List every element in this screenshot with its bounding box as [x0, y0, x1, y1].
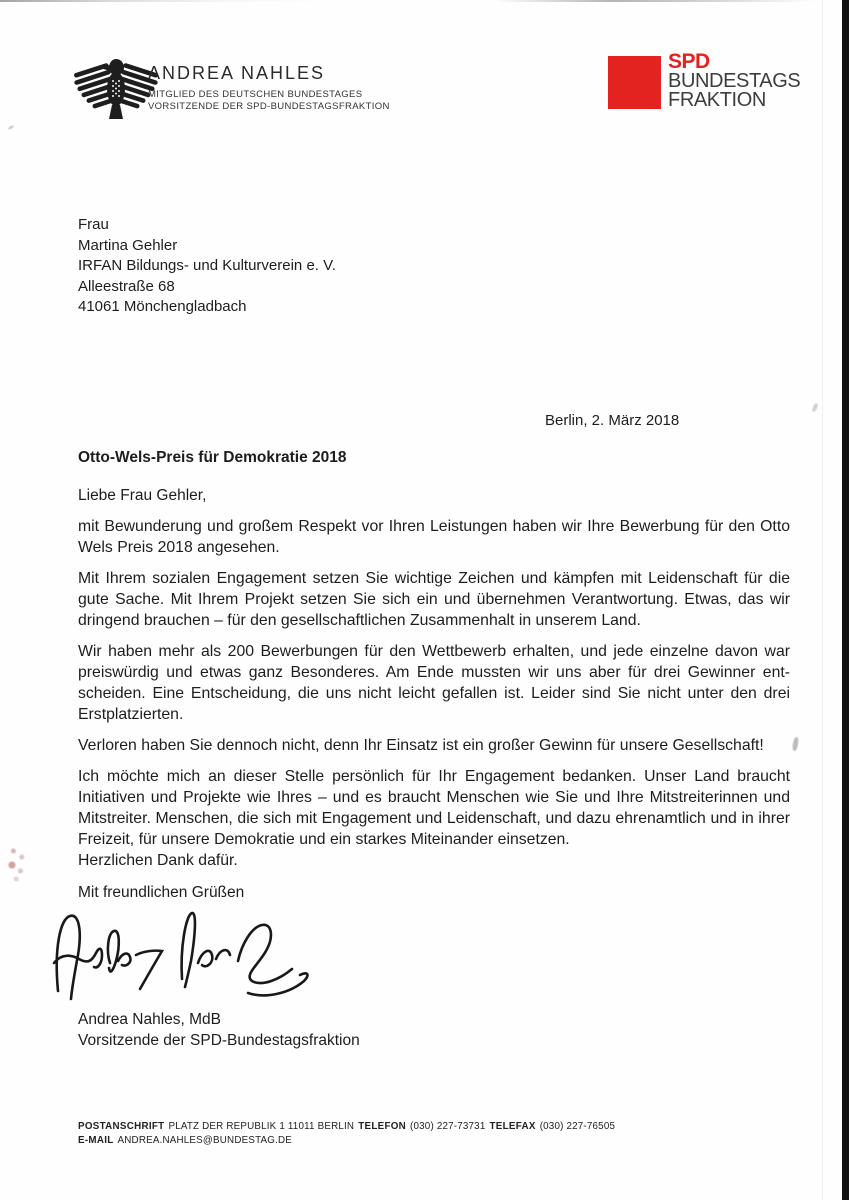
- letter-footer: [78, 1120, 619, 1147]
- paragraph: mit Bewunderung und großem Respekt vor Ihren Leistungen haben wir Ihre Bewerbung für den Otto Wels Preis 2018 angesehen.: [78, 518, 790, 556]
- footer-email-label: E-MAIL: [78, 1134, 114, 1146]
- footer-line-1: [78, 1120, 619, 1134]
- scan-speck: [792, 737, 799, 752]
- sender-role-2: VORSITZENDE DER SPD-BUNDESTAGSFRAKTION: [148, 100, 390, 112]
- paragraph: Mit Ihrem sozialen Engagement setzen Sie wichtige Zeichen und kämpfen mit Leidenschaft für die gute Sache. Mit Ihrem Projekt setzen Sie sich ein und übernehmen Verantwortung. Etwas, das wir dringend brauchen – für den gesellschaftlichen Zusammenhalt in unserem Land.: [78, 570, 790, 629]
- footer-telefon-value: (030) 227-73731: [410, 1121, 486, 1132]
- recipient-line: IRFAN Bildungs- und Kulturverein e. V.: [78, 257, 336, 274]
- sender-name: ANDREA NAHLES: [148, 63, 326, 83]
- footer-telefax-value: (030) 227-76505: [539, 1121, 616, 1132]
- scan-paper-edge: [822, 0, 823, 1200]
- sender-role-1: MITGLIED DES DEUTSCHEN BUNDESTAGES: [148, 89, 363, 100]
- sender-header: [148, 63, 390, 112]
- recipient-line: 41061 Mönchengladbach: [78, 298, 247, 315]
- paragraph: Ich möchte mich an dieser Stelle persönlich für Ihr Engagement bedanken. Unser Land braucht Initiativen und Projekte wie Ihres – und es braucht Menschen wie Sie und Ihre Mitstreiterinnen und Mitstreiter. Menschen, die sich mit Engagement und Leidenschaft, und dazu ehrenamtlich und in ihrer Freizeit, für unsere Demokratie und ein starkes Miteinander einsetzen.: [78, 768, 790, 848]
- spd-brand-text: SPD: [668, 50, 710, 73]
- recipient-address: [78, 215, 336, 318]
- footer-postanschrift-value: PLATZ DER REPUBLIK 1 11011 BERLIN: [168, 1121, 355, 1132]
- recipient-line: Frau: [78, 216, 109, 233]
- spd-fraktion-logo: [608, 50, 808, 116]
- recipient-line: Alleestraße 68: [78, 277, 175, 295]
- scan-speck: [8, 125, 15, 131]
- footer-postanschrift-label: POSTANSCHRIFT: [78, 1121, 165, 1132]
- salutation: Liebe Frau Gehler,: [78, 487, 207, 504]
- footer-email-value: ANDREA.NAHLES@BUNDESTAG.DE: [117, 1134, 293, 1146]
- footer-line-2: [78, 1134, 619, 1148]
- footer-telefax-label: TELEFAX: [489, 1121, 536, 1132]
- letter-body: [78, 516, 790, 871]
- valediction: Mit freundlichen Grüßen: [78, 884, 245, 901]
- subject-line: Otto-Wels-Preis für Demokratie 2018: [78, 449, 347, 466]
- date-place-line: Berlin, 2. März 2018: [545, 412, 680, 429]
- signer-role: Vorsitzende der SPD-Bundestagsfraktion: [78, 1031, 360, 1049]
- signature-block: [78, 1010, 360, 1051]
- scan-speck: [811, 403, 818, 413]
- paragraph: Verloren haben Sie dennoch nicht, denn Ihr Einsatz ist ein großer Gewinn für unsere Gesellschaft!: [78, 737, 764, 754]
- scan-smudge: [5, 843, 33, 883]
- bundesadler-eagle-icon: [74, 55, 158, 123]
- spd-fraktion-text: FRAKTION: [668, 88, 766, 111]
- scan-edge-right: [842, 0, 849, 1200]
- recipient-line: Martina Gehler: [78, 236, 178, 254]
- spd-bundestags-text: BUNDESTAGS: [668, 70, 801, 92]
- scan-edge-top: [0, 0, 849, 2]
- signer-name: Andrea Nahles, MdB: [78, 1011, 222, 1028]
- paragraph: Herzlichen Dank dafür.: [78, 852, 238, 869]
- paragraph: Wir haben mehr als 200 Bewerbungen für den Wettbewerb erhalten, und jede einzelne davon war preiswürdig und etwas ganz Besonderes. Am Ende mussten wir uns aber für drei Gewinner ent-scheiden. Eine Entscheidung, die uns nicht leicht gefallen ist. Leider sind Sie nicht unter den drei Erstplatzierten.: [78, 643, 790, 723]
- spd-red-square-icon: [608, 56, 661, 109]
- footer-telefon-label: TELEFON: [358, 1121, 407, 1132]
- handwritten-signature: [52, 903, 320, 1005]
